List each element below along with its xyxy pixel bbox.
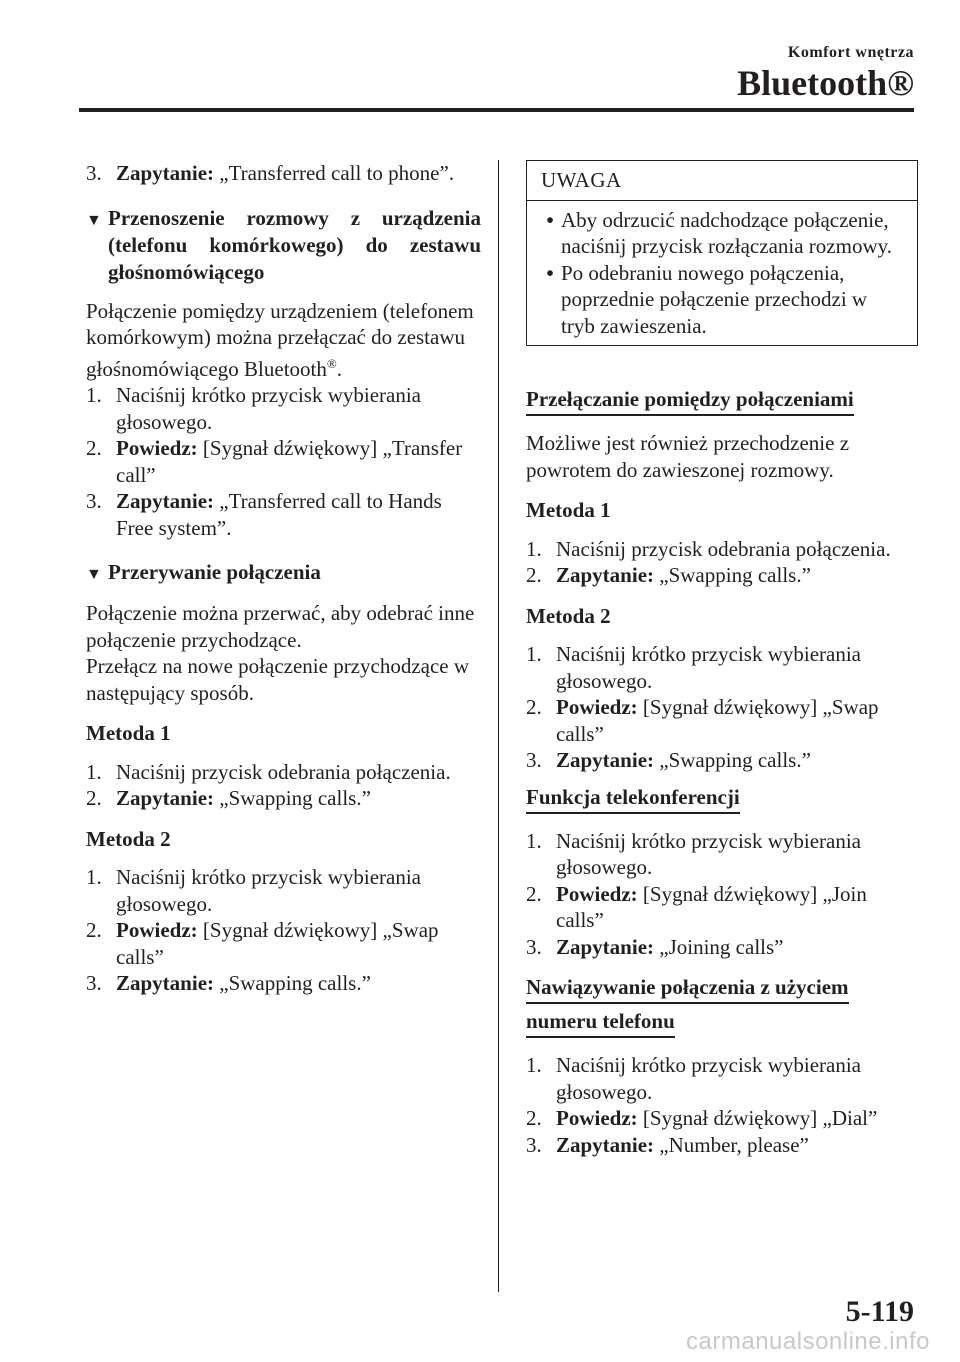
subheading: Funkcja telekonferencji xyxy=(526,784,740,814)
header-section-label: Komfort wnętrza xyxy=(787,44,914,61)
triangle-marker-icon: ▼ xyxy=(86,211,102,229)
bullet-icon: • xyxy=(546,207,554,232)
method-heading: Metoda 1 xyxy=(86,721,171,745)
subheading-group xyxy=(526,974,918,1052)
step: 3. Zapytanie: „Swapping calls.” xyxy=(86,971,371,995)
step-list xyxy=(526,641,918,774)
paragraph: Połączenie można przerwać, aby odebrać inne połączenie przychodzące. xyxy=(86,601,475,652)
subheading: numeru telefonu xyxy=(526,1008,675,1038)
step: 1. Naciśnij krótko przycisk wybierania głosowego. xyxy=(526,642,861,693)
triangle-marker-icon: ▼ xyxy=(86,566,102,583)
section-heading: ▼ Przerywanie połączenia xyxy=(86,559,481,588)
right-column xyxy=(526,160,918,1158)
subheading: Nawiązywanie połączenia z użyciem xyxy=(526,974,849,1004)
step-list xyxy=(86,864,481,997)
step: 3. Zapytanie: „Transferred call to Hands Free system”. xyxy=(86,489,442,540)
step-list xyxy=(86,382,481,541)
step: 3. Zapytanie: „Transferred call to phone”. xyxy=(86,161,455,185)
paragraph: Połączenie pomiędzy urządzeniem (telefonem komórkowym) można przełączać do zestawu głośnomówiącego Bluetooth®. xyxy=(86,298,474,381)
method-heading: Metoda 2 xyxy=(526,603,611,628)
note-body xyxy=(527,201,917,346)
step: 2. Zapytanie: „Swapping calls.” xyxy=(526,563,811,587)
watermark: carmanualsonline.info xyxy=(686,1328,930,1355)
method-heading: Metoda 2 xyxy=(86,826,171,851)
step: 2. Powiedz: [Sygnał dźwiękowy] „Swap calls” xyxy=(526,695,879,746)
note-title: UWAGA xyxy=(527,161,917,201)
step: 3. Zapytanie: „Swapping calls.” xyxy=(526,748,811,772)
bullet-icon: • xyxy=(546,260,554,285)
step: 2. Powiedz: [Sygnał dźwiękowy] „Swap calls” xyxy=(86,918,439,969)
method-heading: Metoda 1 xyxy=(526,498,611,522)
header-title: Bluetooth® xyxy=(737,63,914,103)
paragraph: Możliwe jest również przechodzenie z powrotem do zawieszonej rozmowy. xyxy=(526,431,850,482)
section-heading: ▼ Przenoszenie rozmowy z urządzenia (telefonu komórkowego) do zestawu głośnomówiącego xyxy=(86,205,481,284)
step: 3. Zapytanie: „Joining calls” xyxy=(526,934,784,959)
paragraph: Przełącz na nowe połączenie przychodzące w następujący sposób. xyxy=(86,654,470,705)
subheading: Przełączanie pomiędzy połączeniami xyxy=(526,386,854,416)
note-box xyxy=(526,160,918,346)
step: 1. Naciśnij krótko przycisk wybierania głosowego. xyxy=(86,383,421,434)
step: 1. Naciśnij krótko przycisk wybierania głosowego. xyxy=(86,865,421,916)
step: 2. Powiedz: [Sygnał dźwiękowy] „Dial” xyxy=(526,1106,878,1130)
step-list xyxy=(526,536,918,589)
column-divider xyxy=(498,160,499,1292)
step: 2. Powiedz: [Sygnał dźwiękowy] „Join calls” xyxy=(526,881,867,932)
page-number: 5-119 xyxy=(845,1295,914,1328)
step: 3. Zapytanie: „Number, please” xyxy=(526,1132,809,1157)
left-column xyxy=(86,160,481,997)
step: 1. Naciśnij krótko przycisk wybierania głosowego. xyxy=(526,828,861,879)
registered-mark: ® xyxy=(326,355,337,371)
step-list xyxy=(526,828,918,961)
step-list xyxy=(86,759,481,812)
step: 2. Powiedz: [Sygnał dźwiękowy] „Transfer call” xyxy=(86,436,463,487)
step-list xyxy=(526,1052,918,1158)
step: 1. Naciśnij krótko przycisk wybierania głosowego. xyxy=(526,1053,861,1104)
note-bullet: • Aby odrzucić nadchodzące połączenie, naciśnij przycisk rozłączania rozmowy. xyxy=(539,207,905,260)
step: 1. Naciśnij przycisk odebrania połączenia. xyxy=(526,536,891,561)
step: 1. Naciśnij przycisk odebrania połączenia. xyxy=(86,759,451,784)
header-rule xyxy=(79,108,914,112)
step: 2. Zapytanie: „Swapping calls.” xyxy=(86,786,371,810)
note-bullet: • Po odebraniu nowego połączenia, poprzednie połączenie przechodzi w tryb zawieszenia. xyxy=(539,260,905,340)
